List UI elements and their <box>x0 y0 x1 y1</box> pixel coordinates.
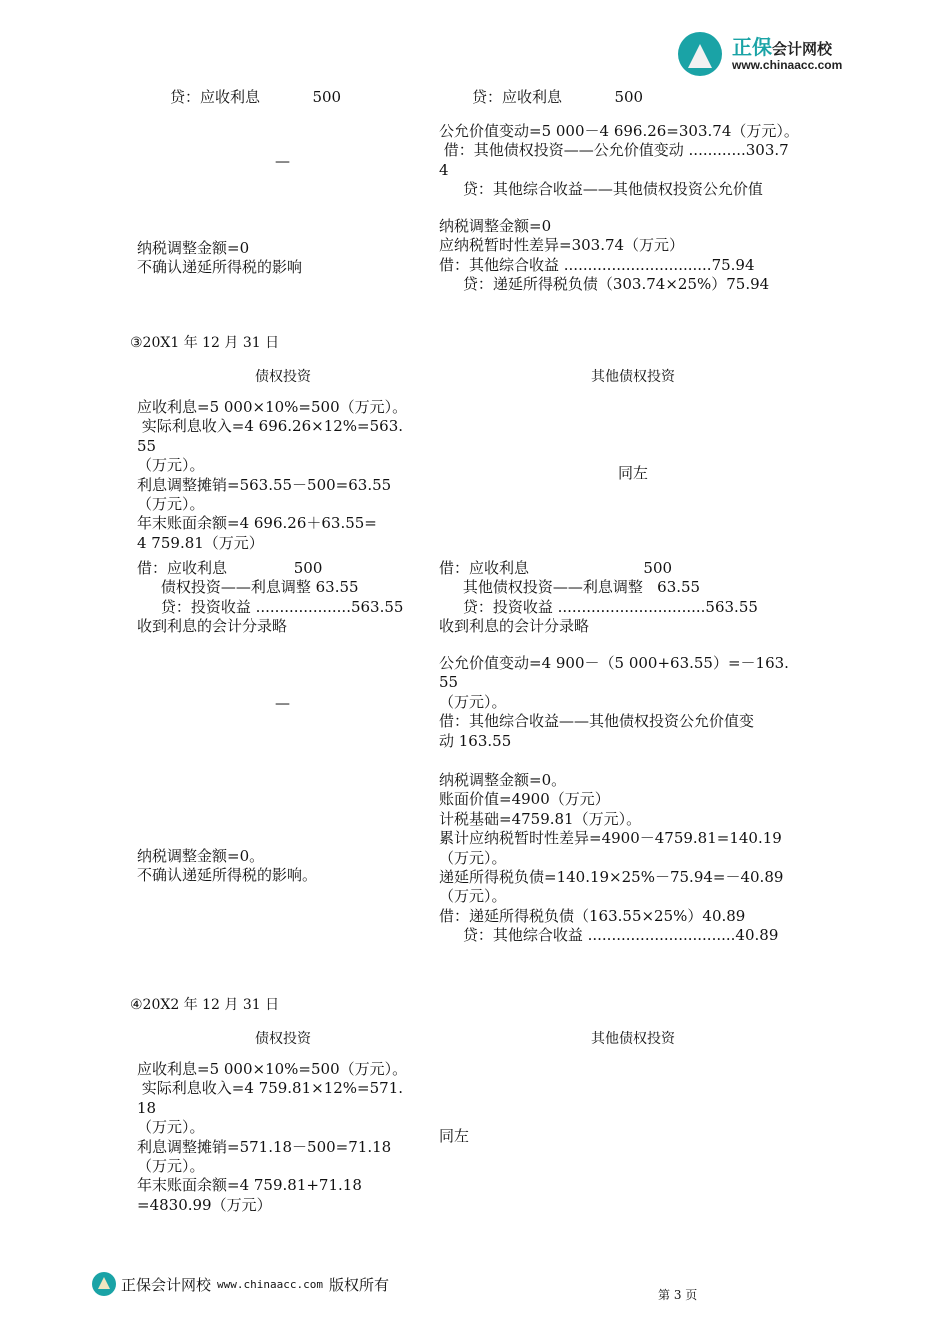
text-line: 应收利息=5 000×10%=500（万元）。 <box>137 398 408 416</box>
text-line: 55 <box>439 673 459 692</box>
text-line: 4 <box>439 160 449 179</box>
logo-brand-sub: 会计网校 <box>772 40 833 58</box>
footer-rights: 版权所有 <box>328 1275 389 1294</box>
row1-left: 贷：应收利息 500 <box>170 88 342 106</box>
text-line: 利息调整摊销=571.18－500=71.18 <box>137 1137 392 1156</box>
s3-right-same: 同左 <box>618 464 649 482</box>
text-line: （万元）。 <box>137 1156 205 1175</box>
text-line: 纳税调整金额=0 <box>137 239 250 257</box>
text-line: 贷：其他综合收益 ...............................40.89 <box>439 926 779 945</box>
s3-right-fv <box>439 654 789 751</box>
text-line: 纳税调整金额=0。 <box>439 771 567 789</box>
text-line: 收到利息的会计分录略 <box>439 617 590 636</box>
text-line: 借：应收利息 500 <box>137 559 323 577</box>
text-line: 18 <box>137 1098 157 1117</box>
s2-left-dash: — <box>275 152 290 170</box>
footer-url: www.chinaacc.com <box>217 1277 323 1291</box>
row1-right: 贷：应收利息 500 <box>472 88 644 106</box>
text-line: 应纳税暂时性差异=303.74（万元） <box>439 236 685 255</box>
text-line: 实际利息收入=4 759.81×12%=571. <box>137 1079 404 1098</box>
text-line: 纳税调整金额=0。 <box>137 847 265 865</box>
s3-left-dash: — <box>275 694 290 712</box>
text-line: 其他债权投资——利息调整 63.55 <box>439 578 701 597</box>
s3-right-tax <box>439 771 783 946</box>
text-line: 借：递延所得税负债（163.55×25%）40.89 <box>439 906 746 925</box>
text-line: 累计应纳税暂时性差异=4900－4759.81=140.19 <box>439 829 782 848</box>
s3-right-entry <box>439 559 758 637</box>
s3-col-left-header: 债权投资 <box>255 369 311 385</box>
s4-heading: ④20X2 年 12 月 31 日 <box>130 997 280 1013</box>
text-line: 借：其他综合收益——其他债权投资公允价值变 <box>439 712 755 731</box>
text-line: （万元）。 <box>137 456 205 475</box>
s2-right-fv <box>439 122 799 200</box>
text-line: 贷：递延所得税负债（303.74×25%）75.94 <box>439 275 770 294</box>
text-line: （万元）。 <box>439 848 507 867</box>
footer-logo-icon <box>92 1272 116 1296</box>
text-line: 年末账面余额=4 759.81+71.18 <box>137 1176 362 1195</box>
text-line: （万元）。 <box>137 1118 205 1137</box>
text-line: （万元）。 <box>137 494 205 513</box>
text-line: =4830.99（万元） <box>137 1195 272 1214</box>
text-line: 不确认递延所得税的影响 <box>137 258 303 277</box>
s3-col-right-header: 其他债权投资 <box>591 369 675 385</box>
text-line: 账面价值=4900（万元） <box>439 790 610 809</box>
text-line: 利息调整摊销=563.55－500=63.55 <box>137 475 392 494</box>
text-line: 应收利息=5 000×10%=500（万元）。 <box>137 1060 408 1078</box>
text-line: 年末账面余额=4 696.26＋63.55= <box>137 514 377 533</box>
text-line: 计税基础=4759.81（万元）。 <box>439 809 642 828</box>
text-line: 实际利息收入=4 696.26×12%=563. <box>137 417 404 436</box>
s4-left-calc <box>137 1060 407 1215</box>
text-line: 不确认递延所得税的影响。 <box>137 866 318 885</box>
text-line: 55 <box>137 436 157 455</box>
text-line: 贷：投资收益 ...............................563.55 <box>439 597 758 616</box>
footer <box>92 1272 389 1296</box>
footer-brand: 正保会计网校 <box>121 1275 212 1294</box>
logo-url: www.chinaacc.com <box>732 58 843 72</box>
s4-col-right-header: 其他债权投资 <box>591 1031 675 1047</box>
s3-heading: ③20X1 年 12 月 31 日 <box>130 335 280 351</box>
text-line: 借：其他债权投资——公允价值变动 ............303.7 <box>439 141 789 160</box>
s3-left-calc <box>137 398 407 553</box>
text-line: 公允价值变动=4 900－（5 000+63.55）=－163. <box>439 654 789 672</box>
text-line: （万元）。 <box>439 692 507 711</box>
text-line: 贷：投资收益 ....................563.55 <box>137 597 404 616</box>
text-line: 动 163.55 <box>439 731 512 750</box>
s2-left-tax <box>137 239 302 278</box>
text-line: 递延所得税负债=140.19×25%－75.94=－40.89 <box>439 867 784 886</box>
chinaacc-logo <box>678 28 858 76</box>
text-line: 贷：其他综合收益——其他债权投资公允价值 <box>439 180 763 199</box>
s2-right-tax <box>439 217 769 295</box>
text-line: 借：应收利息 500 <box>439 559 673 577</box>
text-line: 公允价值变动=5 000－4 696.26=303.74（万元）。 <box>439 122 799 140</box>
s3-left-tax <box>137 847 317 886</box>
text-line: 借：其他综合收益 ...............................75.94 <box>439 255 755 274</box>
text-line: 4 759.81（万元） <box>137 533 264 552</box>
logo-icon <box>678 32 722 76</box>
s3-left-entry <box>137 559 403 637</box>
text-line: 纳税调整金额=0 <box>439 217 552 235</box>
text-line: 债权投资——利息调整 63.55 <box>137 578 359 597</box>
text-line: （万元）。 <box>439 887 507 906</box>
s4-right-same: 同左 <box>439 1127 470 1145</box>
logo-brand-main: 正保 <box>732 35 772 59</box>
page-number: 第 3 页 <box>658 1288 698 1302</box>
s4-col-left-header: 债权投资 <box>255 1031 311 1047</box>
text-line: 收到利息的会计分录略 <box>137 617 288 636</box>
